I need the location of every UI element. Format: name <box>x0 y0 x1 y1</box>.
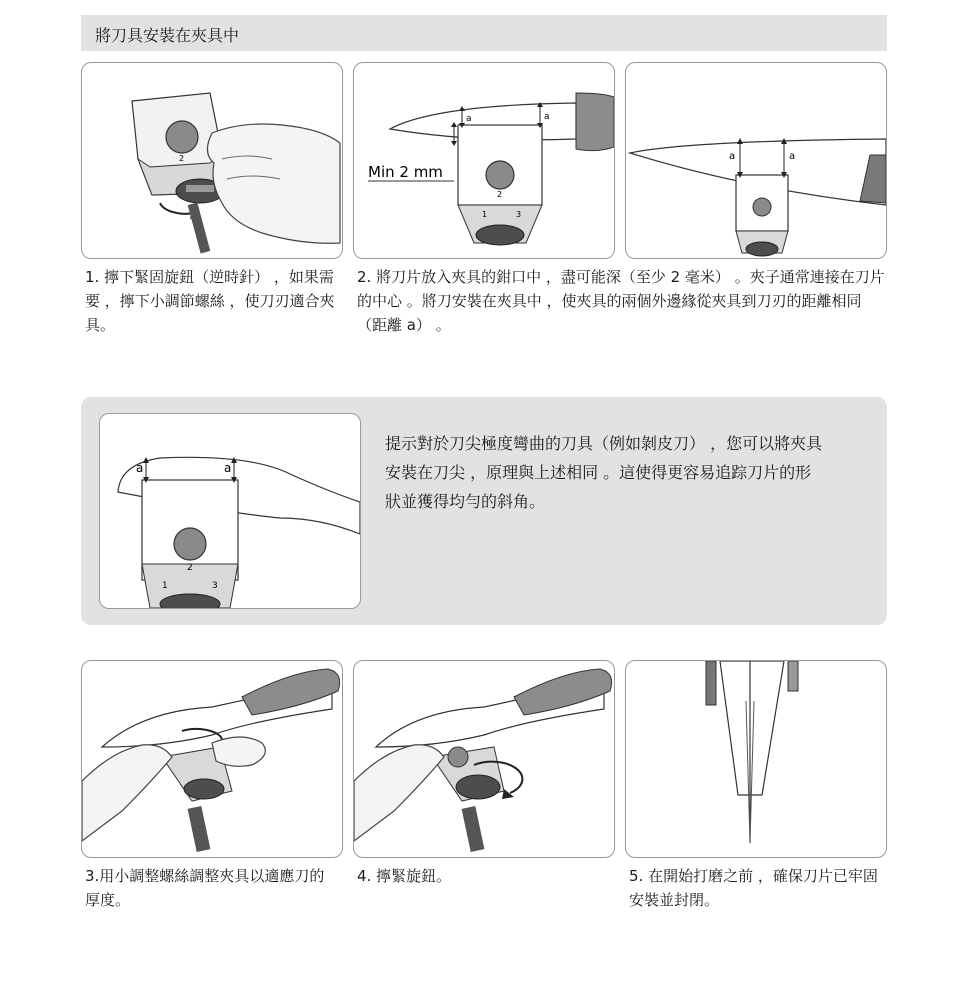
step-3-caption: 3.用小調整螺絲調整夾具以適應刀的厚度。 <box>85 867 325 909</box>
step-5-illustration <box>625 660 887 858</box>
secured-blade-drawing <box>626 661 886 857</box>
step-1-illustration <box>81 62 343 259</box>
screw-1-label: 1 <box>482 210 488 219</box>
screw-1-label: 1 <box>162 581 168 591</box>
blade-insert-drawing <box>354 63 614 258</box>
section-title: 將刀具安裝在夾具中 <box>95 26 240 45</box>
distance-a-label-right: a <box>224 461 232 475</box>
step-4-caption: 4. 擰緊旋鈕。 <box>357 867 452 885</box>
distance-a-label-left: a <box>729 151 736 162</box>
knob-number-label: 2 <box>187 563 193 573</box>
distance-a-label-left: a <box>136 461 144 475</box>
section-header <box>81 15 887 51</box>
tip-text: 提示對於刀尖極度彎曲的刀具（例如剝皮刀） ，您可以將夾具安裝在刀尖 ，原理與上述相同 。這使得更容易追踪刀片的形狀並獲得均勻的斜角。 <box>385 434 823 511</box>
distance-a-label-right: a <box>789 151 796 162</box>
step-2-alignment-illustration <box>625 62 887 259</box>
distance-a-label-right: a <box>544 112 550 122</box>
step-2-illustration <box>353 62 615 259</box>
tighten-knob-drawing <box>354 661 614 857</box>
step-2-caption: 2. 將刀片放入夾具的鉗口中 ，盡可能深（至少 2 毫米） 。夾子通常連接在刀片的中心 。將刀安裝在夾具中 ，使夾具的兩個外邊緣從夾具到刀刃的距離相同（距離 a） 。 <box>357 268 885 334</box>
tip-illustration <box>99 413 361 609</box>
step-3-illustration <box>81 660 343 858</box>
step-1-caption: 1. 擰下緊固旋鈕（逆時針） ，如果需要 ，擰下小調節螺絲 ，使刀刃適合夾具。 <box>85 268 335 334</box>
adjust-screw-drawing <box>82 661 342 857</box>
screw-3-label: 3 <box>212 581 218 591</box>
knob-number-label: 2 <box>497 190 503 199</box>
screw-3-label: 3 <box>516 210 522 219</box>
blade-alignment-drawing <box>626 63 886 258</box>
knob-number-label: 2 <box>179 154 185 163</box>
step-4-illustration <box>353 660 615 858</box>
step-5-caption: 5. 在開始打磨之前 ，確保刀片已牢固安裝並封閉。 <box>629 867 878 909</box>
distance-a-label-left: a <box>466 114 472 124</box>
min-depth-label: Min 2 mm <box>368 163 443 181</box>
curved-blade-drawing <box>100 414 360 608</box>
clamp-loosen-drawing <box>82 63 342 258</box>
